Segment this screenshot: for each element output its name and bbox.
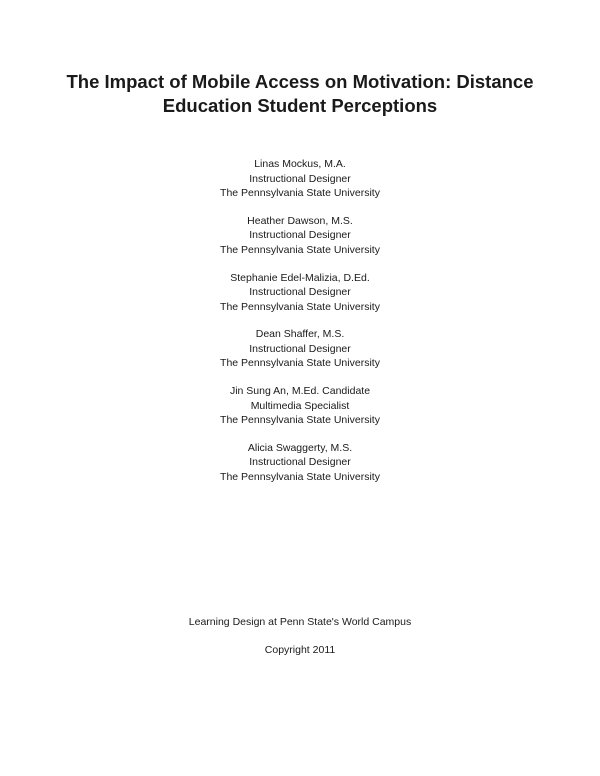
author-affiliation: The Pennsylvania State University	[220, 357, 380, 370]
paper-title-line-1: The Impact of Mobile Access on Motivation: Distance	[66, 71, 534, 92]
author-block	[0, 441, 600, 485]
author-name: Dean Shaffer, M.S.	[255, 328, 345, 341]
author-block	[0, 214, 600, 258]
author-name: Stephanie Edel-Malizia, D.Ed.	[230, 271, 370, 284]
paper-title-line-2: Education Student Perceptions	[162, 95, 438, 116]
author-name: Heather Dawson, M.S.	[247, 214, 353, 227]
author-role: Instructional Designer	[249, 229, 351, 242]
author-role: Instructional Designer	[249, 456, 351, 469]
author-name: Alicia Swaggerty, M.S.	[247, 441, 353, 454]
author-affiliation: The Pennsylvania State University	[220, 470, 380, 483]
author-affiliation: The Pennsylvania State University	[220, 414, 380, 427]
organization-line: Learning Design at Penn State's World Campus	[188, 616, 412, 628]
author-block	[0, 327, 600, 371]
author-role: Instructional Designer	[249, 172, 351, 185]
author-block	[0, 271, 600, 315]
author-affiliation: The Pennsylvania State University	[220, 300, 380, 313]
paper-title	[0, 70, 600, 118]
author-role: Multimedia Specialist	[250, 399, 350, 412]
author-block	[0, 157, 600, 201]
author-list	[0, 157, 600, 498]
author-role: Instructional Designer	[249, 342, 351, 355]
author-name: Jin Sung An, M.Ed. Candidate	[229, 385, 371, 398]
author-affiliation: The Pennsylvania State University	[220, 187, 380, 199]
author-role: Instructional Designer	[249, 286, 351, 299]
author-block	[0, 384, 600, 428]
author-affiliation: The Pennsylvania State University	[220, 243, 380, 256]
author-name: Linas Mockus, M.A.	[254, 158, 346, 170]
copyright-line: Copyright 2011	[264, 644, 336, 656]
